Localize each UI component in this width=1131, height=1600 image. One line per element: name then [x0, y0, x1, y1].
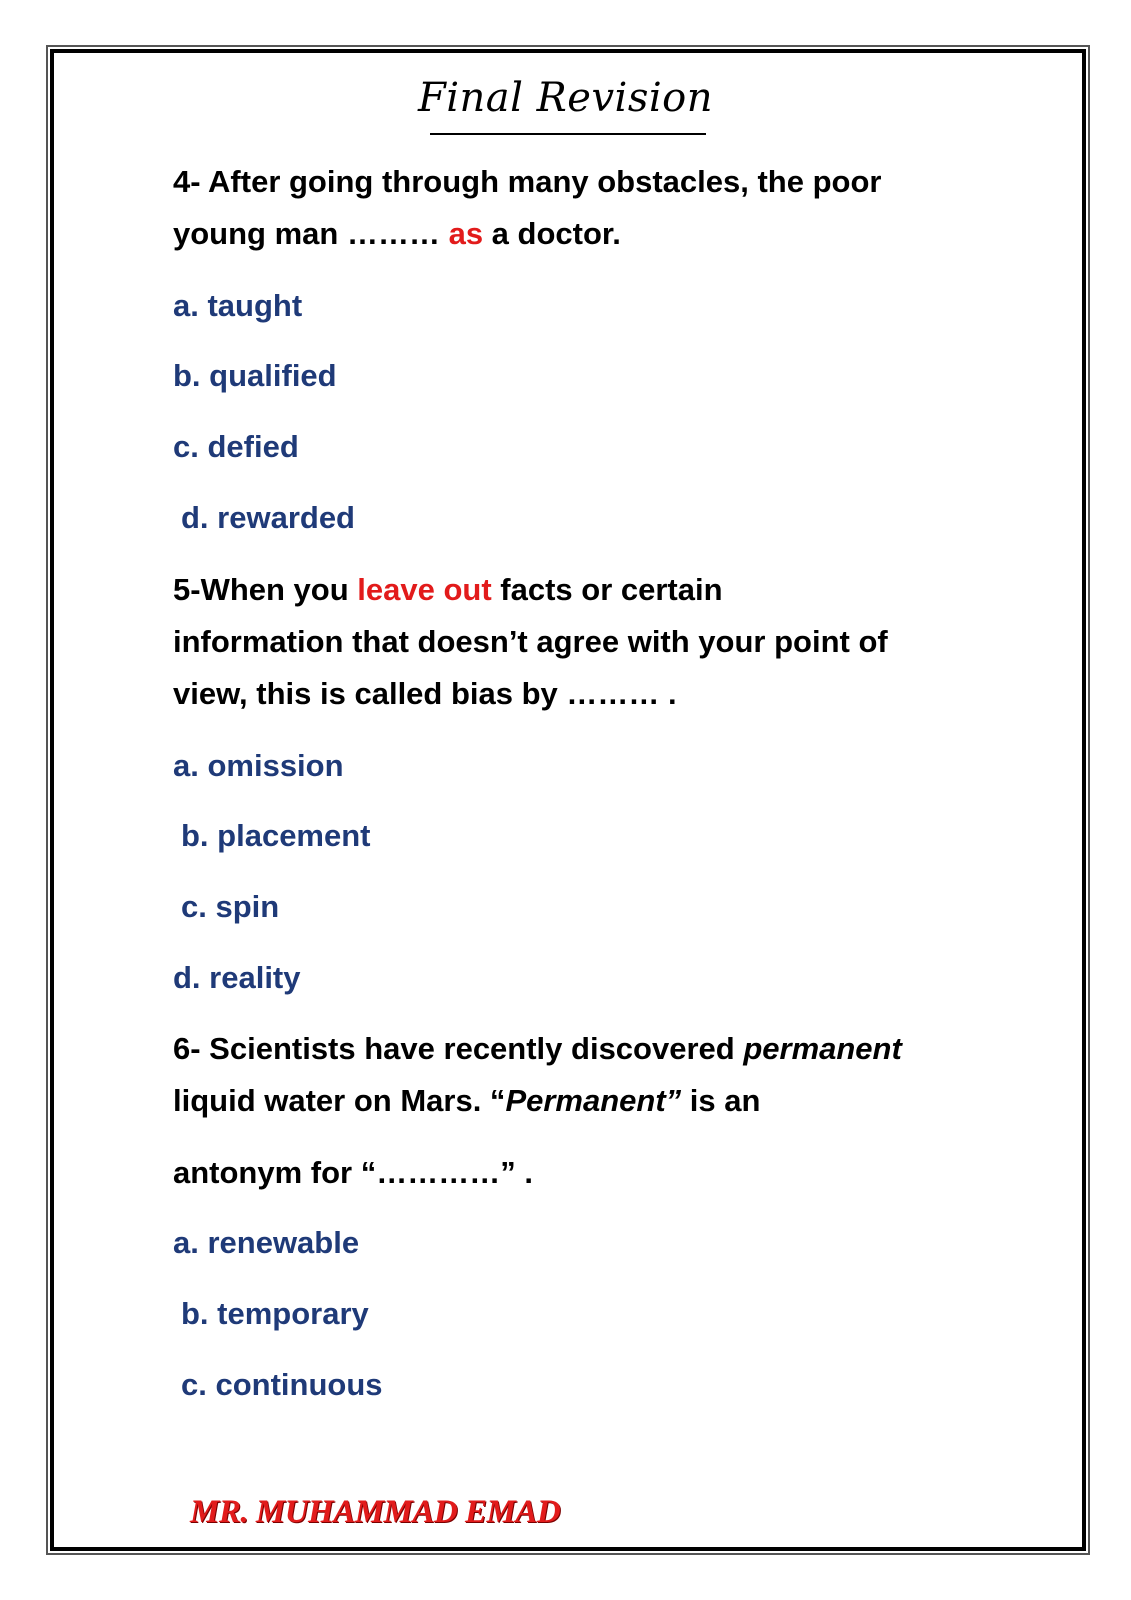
question-4-highlight: as	[448, 216, 484, 251]
question-5-highlight: leave out	[357, 572, 492, 607]
question-6-line-2	[173, 1081, 760, 1121]
question-6-italic-2: Permanent”	[505, 1083, 682, 1118]
question-4-text-1: After going through many obstacles, the poor	[208, 164, 882, 199]
question-6-text-2b: is an	[681, 1083, 761, 1118]
title-underline	[430, 133, 706, 135]
question-5-line-2: information that doesn’t agree with your point of	[173, 624, 888, 659]
question-4-option-d[interactable]: d. rewarded	[181, 500, 355, 535]
question-5-option-b[interactable]: b. placement	[181, 818, 371, 853]
question-5-line-1	[173, 570, 723, 610]
question-4-option-c[interactable]: c. defied	[173, 429, 299, 464]
question-5-option-c[interactable]: c. spin	[181, 889, 280, 924]
question-6-option-a[interactable]: a. renewable	[173, 1225, 360, 1260]
question-6-text-1: 6- Scientists have recently discovered	[173, 1031, 744, 1066]
question-4-option-b[interactable]: b. qualified	[173, 358, 337, 393]
question-5-text-1a: 5-When you	[173, 572, 358, 607]
question-5-text-1b: facts or certain	[491, 572, 723, 607]
question-5-option-a[interactable]: a. omission	[173, 748, 344, 783]
question-6-line-3: antonym for “…………” .	[173, 1155, 533, 1190]
question-6-text-2a: liquid water on Mars. “	[173, 1083, 506, 1118]
question-5-line-3: view, this is called bias by ……… .	[173, 676, 677, 711]
question-6-italic-1: permanent	[743, 1031, 902, 1066]
question-4-option-a[interactable]: a. taught	[173, 288, 303, 323]
question-4-text-2a: young man ………	[173, 216, 449, 251]
question-4-line-2	[173, 214, 621, 254]
question-4-text-2b: a doctor.	[483, 216, 621, 251]
question-6-line-1	[173, 1029, 902, 1069]
question-4-line-1	[173, 162, 881, 202]
page-title: Final Revision	[417, 75, 713, 121]
question-6-option-b[interactable]: b. temporary	[181, 1296, 369, 1331]
author-signature: MR. MUHAMMAD EMAD	[190, 1494, 561, 1530]
question-5-option-d[interactable]: d. reality	[173, 960, 301, 995]
question-4-number: 4-	[173, 164, 201, 199]
question-6-option-c[interactable]: c. continuous	[181, 1367, 383, 1402]
